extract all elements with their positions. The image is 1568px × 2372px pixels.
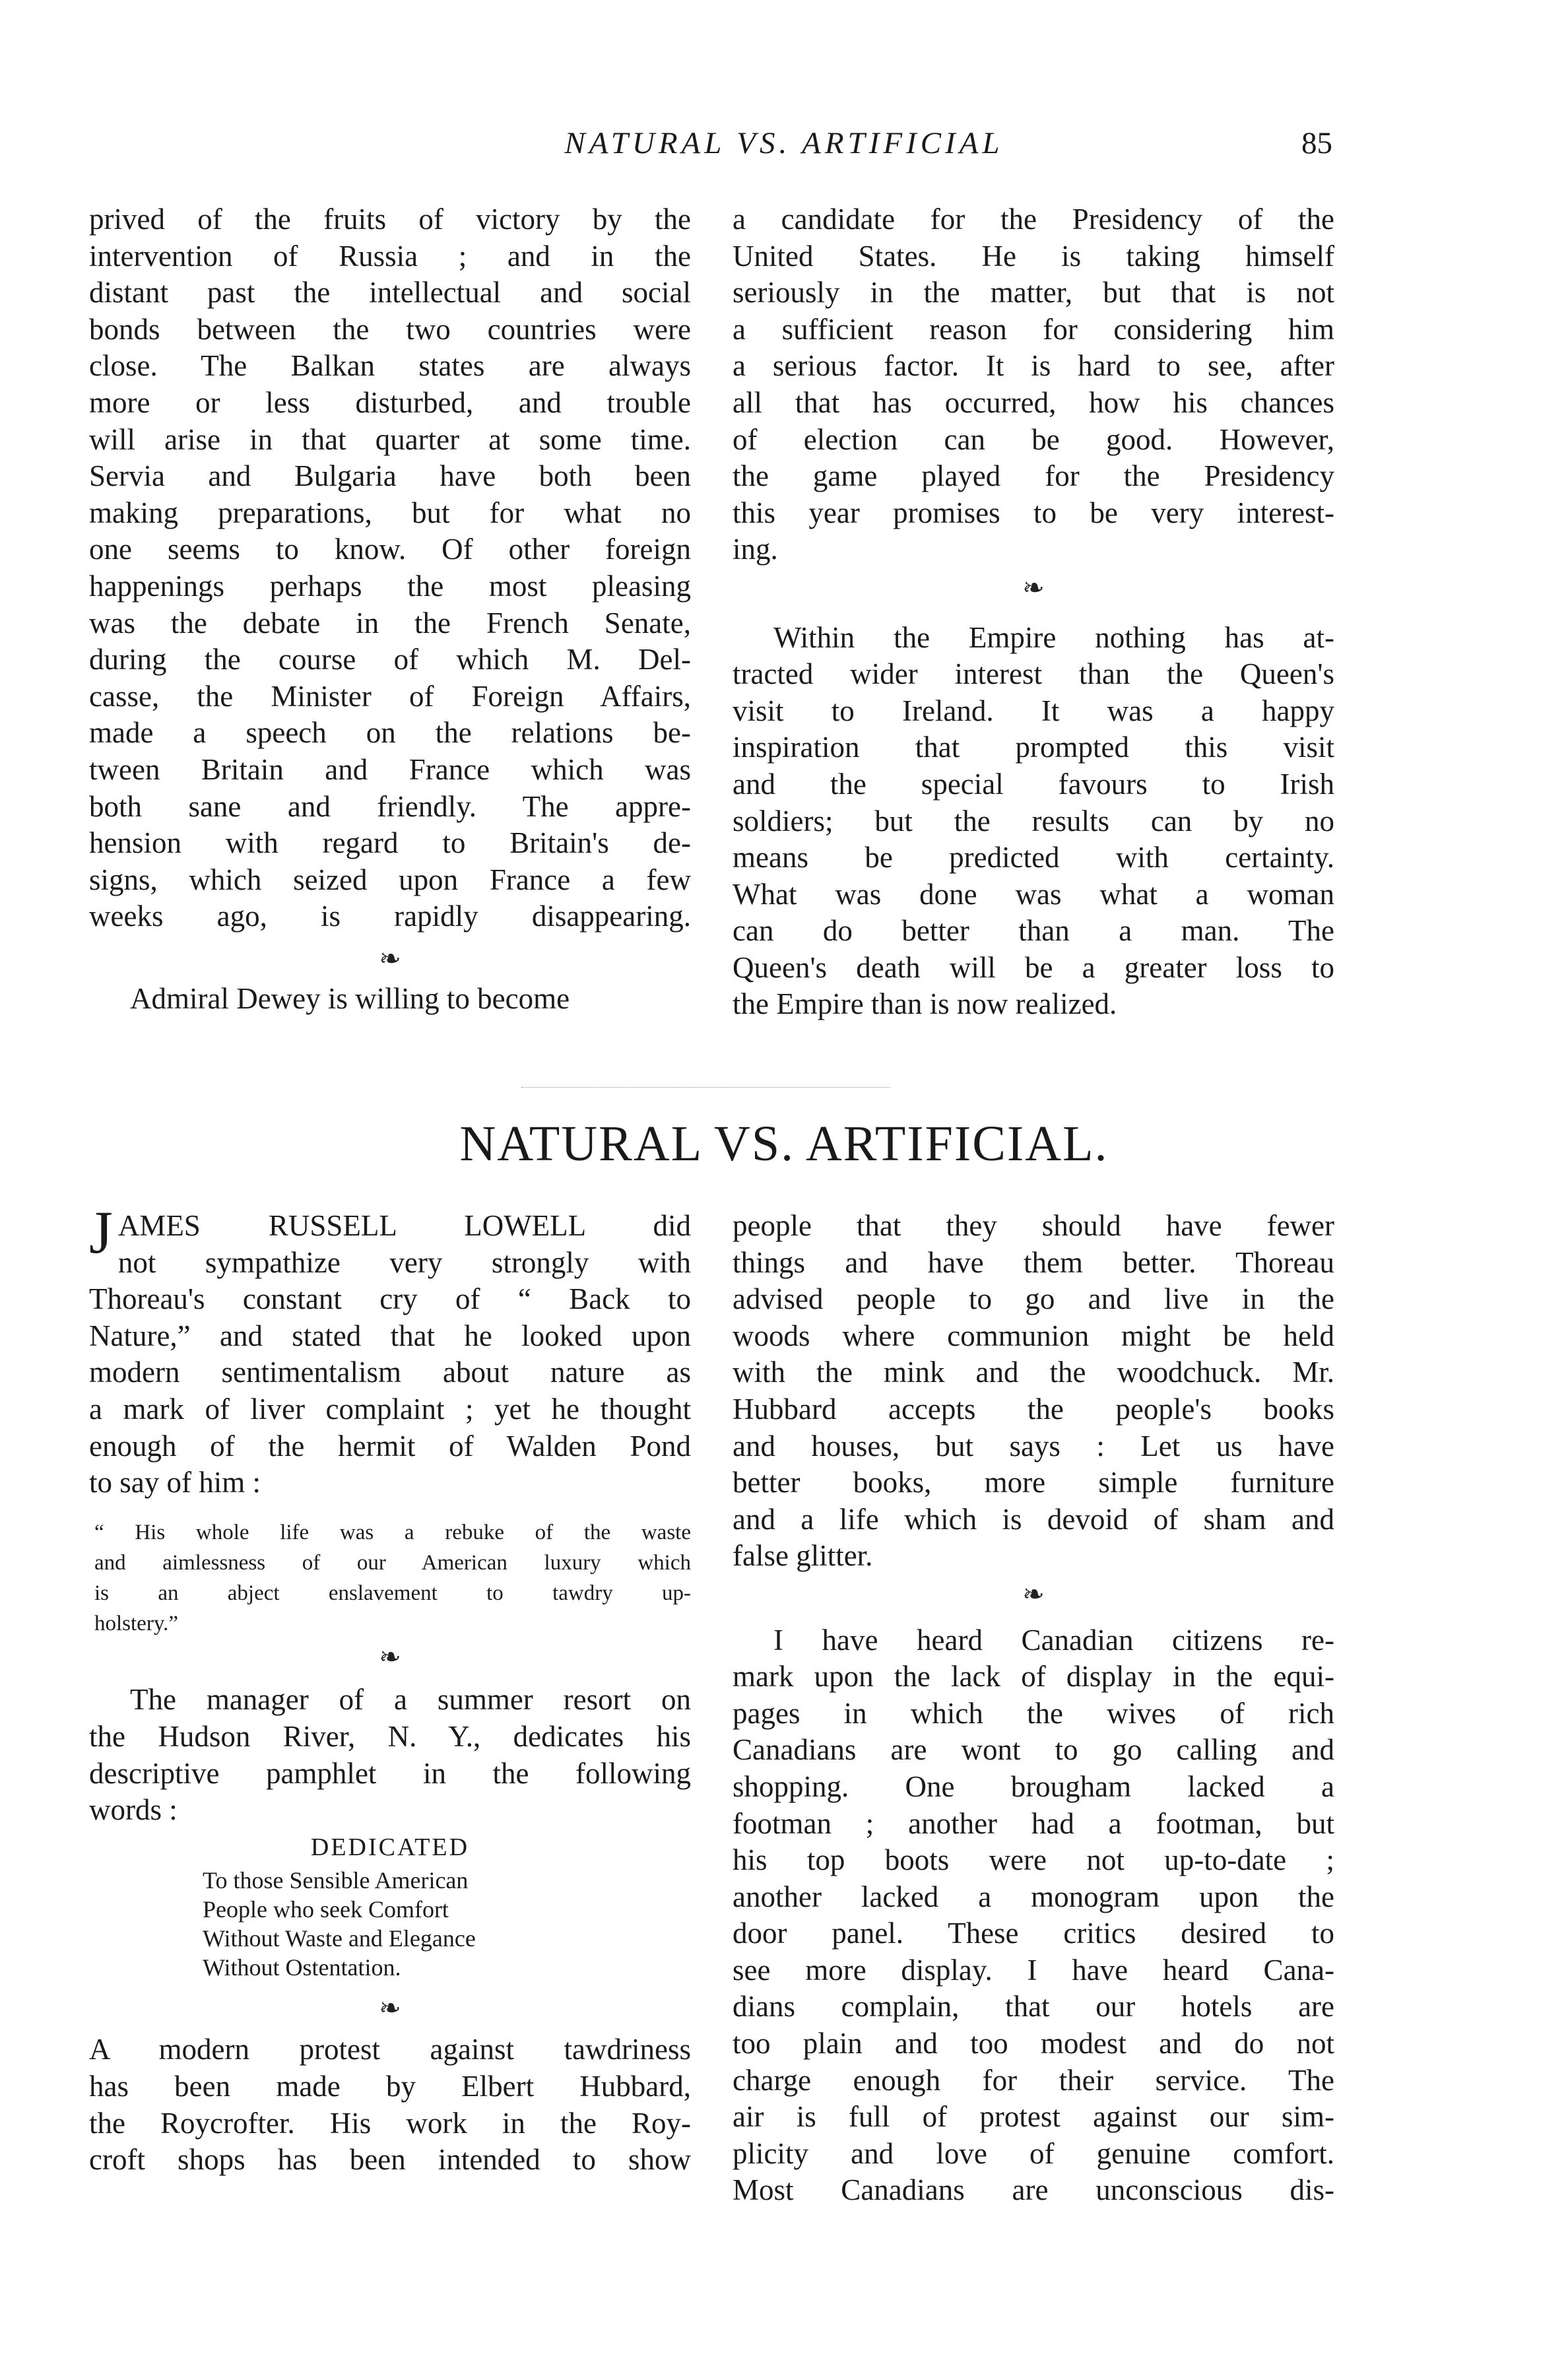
quote-lines (94, 1517, 691, 1608)
article-left-text-3 (89, 2031, 691, 2178)
text-line: all that has occurred, how his chances (733, 385, 1334, 419)
text-line: prived of the fruits of victory by the (89, 203, 691, 236)
text-line: not sympathize very strongly with (117, 1245, 691, 1279)
text-line: and the special favours to Irish (733, 767, 1334, 801)
text-line: advised people to go and live in the (733, 1282, 1334, 1316)
block-quote (89, 1517, 691, 1639)
article-left-text-1 (89, 1199, 691, 1465)
text-line: a serious factor. It is hard to see, after (733, 349, 1334, 383)
text-line: one seems to know. Of other foreign (89, 533, 691, 566)
text-line: can do better than a man. The (733, 914, 1334, 948)
text-line: will arise in that quarter at some time. (89, 422, 691, 456)
text-line: Thoreau's constant cry of “ Back to (89, 1282, 691, 1316)
text-line: hension with regard to Britain's de- (89, 826, 691, 860)
text-line: a candidate for the Presidency of the (733, 203, 1334, 236)
text-line: Without Waste and Elegance (203, 1925, 476, 1952)
drop-cap: J (89, 1199, 113, 1266)
text-line: “ His whole life was a rebuke of the waste (94, 1520, 691, 1544)
top-left-text (89, 201, 691, 935)
text-line: of election can be good. However, (733, 422, 1334, 456)
fleuron-ornament-icon: ❧ (379, 1993, 401, 2023)
text-line: another lacked a monogram upon the (733, 1880, 1334, 1913)
text-line: see more display. I have heard Cana- (733, 1953, 1334, 1987)
text-line: is an abject enslavement to tawdry up- (94, 1581, 691, 1605)
text-line: visit to Ireland. It was a happy (733, 694, 1334, 727)
text-line: modern sentimentalism about nature as (89, 1356, 691, 1389)
text-line: more or less disturbed, and trouble (89, 385, 691, 419)
article-left-text-2 (89, 1682, 691, 1792)
text-line: AMES RUSSELL LOWELL did (117, 1209, 691, 1242)
text-line: air is full of protest against our sim- (733, 2100, 1334, 2134)
text-line: pages in which the wives of rich (733, 1696, 1334, 1730)
text-line: during the course of which M. Del- (89, 643, 691, 676)
text-line: charge enough for their service. The (733, 2063, 1334, 2097)
text-line: Canadians are wont to go calling and (733, 1733, 1334, 1767)
text-line: inspiration that prompted this visit (733, 731, 1334, 764)
text-line: United States. He is taking himself (733, 239, 1334, 273)
text-line: Hubbard accepts the people's books (733, 1392, 1334, 1426)
text-line: a mark of liver complaint ; yet he thought (89, 1392, 691, 1426)
text-line: plicity and love of genuine comfort. (733, 2136, 1334, 2170)
text-line: weeks ago, is rapidly disappearing. (89, 900, 691, 933)
text-line: making preparations, but for what no (89, 496, 691, 529)
top-right-text-a (733, 201, 1334, 531)
text-line: the game played for the Presidency (733, 459, 1334, 493)
text-line: better books, more simple furniture (733, 1466, 1334, 1499)
text-line: his top boots were not up-to-date ; (733, 1843, 1334, 1877)
text-line: descriptive pamphlet in the following (89, 1756, 691, 1790)
text-line: with the mink and the woodchuck. Mr. (733, 1356, 1334, 1389)
text-line: Servia and Bulgaria have both been (89, 459, 691, 493)
text-line: shopping. One brougham lacked a (733, 1769, 1334, 1803)
text-line: What was done was what a woman (733, 877, 1334, 911)
text-line: has been made by Elbert Hubbard, (89, 2069, 691, 2103)
text-line: and aimlessness of our American luxury which (94, 1550, 691, 1575)
article-right-column (733, 1208, 1334, 2209)
text-line: tween Britain and France which was (89, 752, 691, 786)
text-line: Without Ostentation. (203, 1954, 401, 1981)
text-line: casse, the Minister of Foreign Affairs, (89, 679, 691, 713)
text-line: a sufficient reason for considering him (733, 312, 1334, 346)
text-line: Queen's death will be a greater loss to (733, 950, 1334, 984)
running-header: NATURAL VS. ARTIFICIAL (564, 126, 1004, 160)
text-line: Nature,” and stated that he looked upon (89, 1319, 691, 1352)
text-line: the Hudson River, N. Y., dedicates his (89, 1719, 691, 1753)
article-right-text-1 (733, 1208, 1334, 1538)
top-left-column (89, 201, 691, 1018)
text-line: seriously in the matter, but that is not (733, 276, 1334, 310)
text-line: soldiers; but the results can by no (733, 804, 1334, 838)
fleuron-ornament-icon: ❧ (1022, 1579, 1045, 1609)
text-line: intervention of Russia ; and in the (89, 239, 691, 273)
text-line: Most Canadians are unconscious dis- (733, 2173, 1334, 2207)
text-line: things and have them better. Thoreau (733, 1245, 1334, 1279)
dedication-lines (89, 1866, 691, 1982)
text-line: too plain and too modest and do not (733, 2027, 1334, 2060)
fleuron-ornament-icon: ❧ (379, 1641, 401, 1672)
text-line: happenings perhaps the most pleasing (89, 569, 691, 603)
dedication-heading: DEDICATED (310, 1833, 470, 1861)
text-line: croft shops has been intended to show (89, 2143, 691, 2177)
text-line: signs, which seized upon France a few (89, 863, 691, 896)
text-line: close. The Balkan states are always (89, 349, 691, 383)
text-line: was the debate in the French Senate, (89, 606, 691, 640)
paragraph-last-line: words : (89, 1793, 178, 1827)
text-line: Within the Empire nothing has at- (773, 620, 1334, 654)
text-line: footman ; another had a footman, but (733, 1806, 1334, 1840)
article-right-text-2 (733, 1622, 1334, 2210)
text-line: dians complain, that our hotels are (733, 1990, 1334, 2024)
paragraph-last-line: to say of him : (89, 1466, 261, 1499)
text-line: people that they should have fewer (733, 1209, 1334, 1242)
text-line: tracted wider interest than the Queen's (733, 657, 1334, 691)
text-line: the Roycrofter. His work in the Roy- (89, 2106, 691, 2140)
text-line: I have heard Canadian citizens re- (773, 1623, 1334, 1657)
article-left-column (89, 1199, 691, 2179)
text-line: woods where communion might be held (733, 1319, 1334, 1352)
text-line: door panel. These critics desired to (733, 1917, 1334, 1950)
fleuron-ornament-icon: ❧ (1022, 572, 1045, 603)
quote-last-line: holstery.” (94, 1611, 179, 1635)
text-line: and a life which is devoid of sham and (733, 1502, 1334, 1536)
section-divider (521, 1087, 891, 1088)
text-line: To those Sensible American (203, 1866, 469, 1894)
text-line: People who seek Comfort (203, 1895, 449, 1923)
text-line: enough of the hermit of Walden Pond (89, 1429, 691, 1463)
text-line: bonds between the two countries were (89, 312, 691, 346)
fleuron-ornament-icon: ❧ (379, 943, 401, 973)
page-number: 85 (1301, 126, 1332, 160)
text-line: means be predicted with certainty. (733, 841, 1334, 874)
paragraph-last-line: false glitter. (733, 1539, 873, 1573)
top-right-column (733, 201, 1334, 1023)
paragraph-last-line: ing. (733, 533, 778, 566)
text-line: distant past the intellectual and social (89, 276, 691, 310)
text-line: and houses, but says : Let us have (733, 1429, 1334, 1463)
top-right-text-b (733, 620, 1334, 987)
text-line: made a speech on the relations be- (89, 716, 691, 750)
text-line: this year promises to be very interest- (733, 496, 1334, 529)
article-title: NATURAL VS. ARTIFICIAL. (459, 1116, 1109, 1171)
text-line: mark upon the lack of display in the equi- (733, 1660, 1334, 1694)
text-line: both sane and friendly. The appre- (89, 789, 691, 823)
paragraph-last-line: Admiral Dewey is willing to become (130, 982, 570, 1016)
paragraph-last-line: the Empire than is now realized. (733, 987, 1117, 1021)
text-line: The manager of a summer resort on (130, 1683, 691, 1717)
text-line: A modern protest against tawdriness (89, 2033, 691, 2066)
